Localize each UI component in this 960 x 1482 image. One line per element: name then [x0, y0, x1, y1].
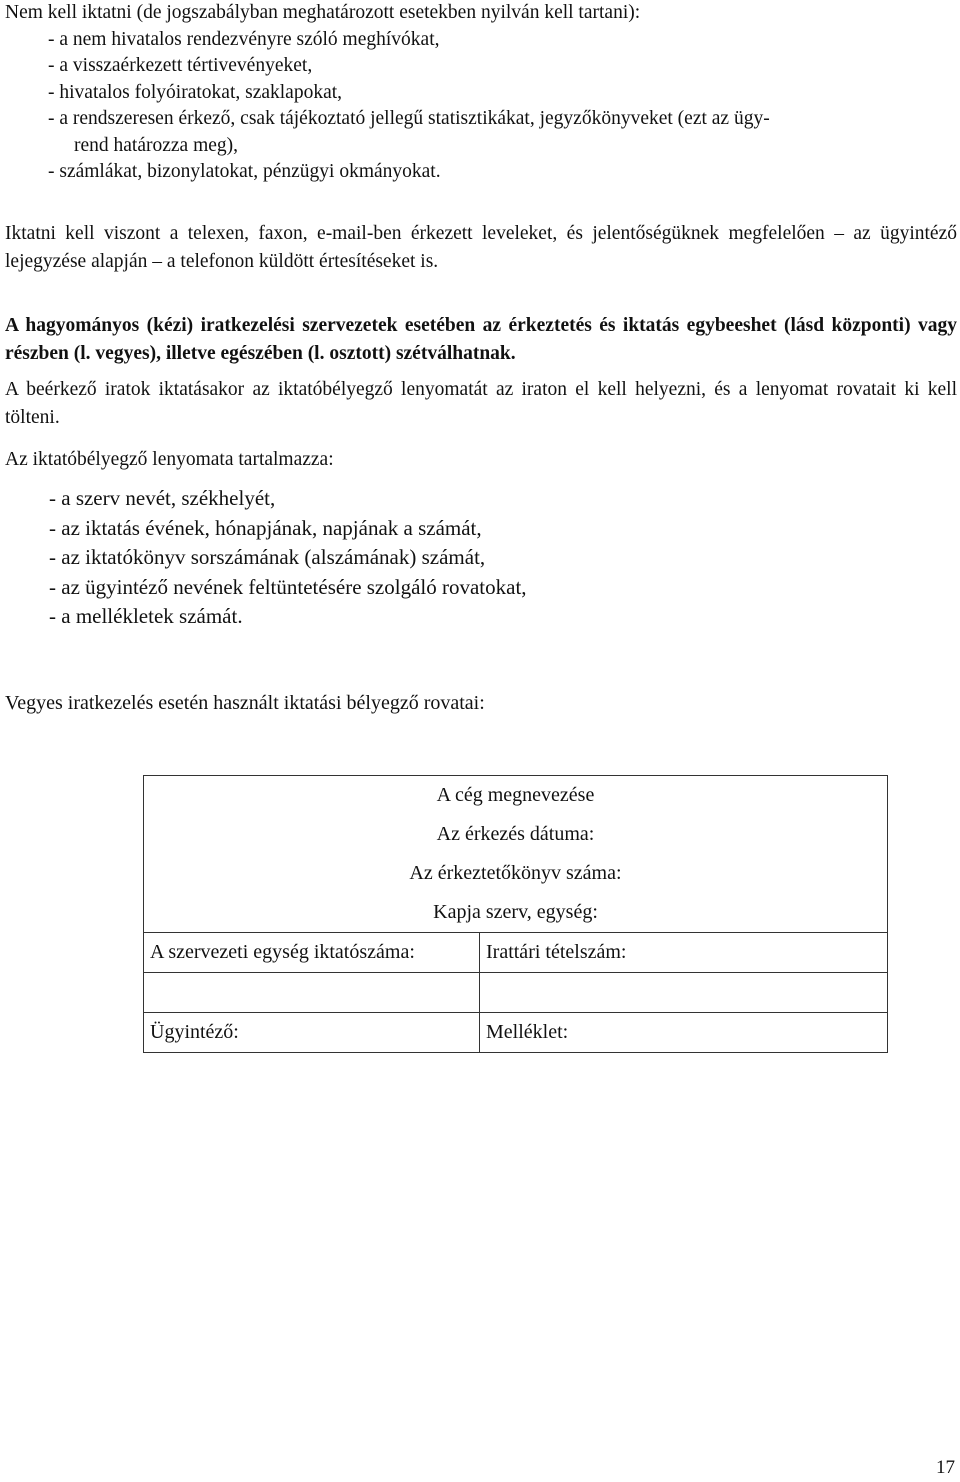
- registration-stamp-table: [143, 775, 888, 1053]
- list-item: - a mellékletek számát.: [49, 604, 243, 628]
- paragraph-registration-required: Iktatni kell viszont a telexen, faxon, e-mail-ben érkezett leveleket, és jelentőségüknek megfelelően – az ügyintéző lejegyzése alapján – a telefonon küldött értesítéseket is.: [5, 223, 957, 272]
- list-item: - hivatalos folyóiratokat, szaklapokat,: [48, 81, 343, 103]
- not-required-list-section: [5, 0, 957, 186]
- stamp-unit-registry-number-cell: A szervezeti egység iktatószáma:: [144, 933, 480, 973]
- stamp-archive-item-number-cell: Irattári tételszám:: [480, 933, 888, 973]
- list-item-continuation: rend határozza meg),: [74, 134, 239, 156]
- page-number: 17: [936, 1457, 955, 1478]
- list-item: - számlákat, bizonylatokat, pénzügyi okmányokat.: [48, 161, 441, 182]
- stamp-contents-list: [49, 484, 527, 632]
- stamp-case-officer-cell: Ügyintéző:: [144, 1013, 480, 1053]
- stamp-empty-cell: [480, 973, 888, 1013]
- stamp-arrival-book-number-cell: Az érkeztetőkönyv száma:: [144, 854, 888, 893]
- stamp-company-name-cell: A cég megnevezése: [144, 776, 888, 816]
- list-item: - az ügyintéző nevének feltüntetésére szolgáló rovatokat,: [49, 574, 527, 599]
- paragraph-stamp-impression: A beérkező iratok iktatásakor az iktatóbélyegző lenyomatát az iraton el kell helyezni, és a lenyomat rovatait ki kell tölteni.: [5, 379, 957, 428]
- stamp-attachment-cell: Melléklet:: [480, 1013, 888, 1053]
- paragraph-stamp-contents-intro: Az iktatóbélyegző lenyomata tartalmazza:: [5, 449, 334, 470]
- stamp-arrival-date-cell: Az érkezés dátuma:: [144, 815, 888, 854]
- stamp-recipient-unit-cell: Kapja szerv, egység:: [144, 893, 888, 933]
- paragraph-mixed-stamp-heading: Vegyes iratkezelés esetén használt iktatási bélyegző rovatai:: [5, 692, 485, 714]
- stamp-empty-cell: [144, 973, 480, 1013]
- list-item: - a szerv nevét, székhelyét,: [49, 486, 276, 510]
- list-item: - a visszaérkezett tértivevényeket,: [48, 55, 313, 76]
- list-item: - a nem hivatalos rendezvényre szóló meghívókat,: [48, 28, 440, 50]
- list-item: - az iktatás évének, hónapjának, napjának a számát,: [49, 515, 482, 540]
- paragraph-bold-traditional: A hagyományos (kézi) iratkezelési szervezetek esetében az érkeztetés és iktatás egybeeshet (lásd központi) vagy részben (l. vegyes), illetve egészében (l. osztott) szétválhatnak.: [5, 315, 957, 364]
- list-item: - az iktatókönyv sorszámának (alszámának) számát,: [49, 545, 486, 569]
- section-intro: Nem kell iktatni (de jogszabályban meghatározott esetekben nyilván kell tartani):: [5, 2, 641, 23]
- list-item: - a rendszeresen érkező, csak tájékoztató jellegű statisztikákat, jegyzőkönyveket (ezt az ügy-: [48, 108, 770, 129]
